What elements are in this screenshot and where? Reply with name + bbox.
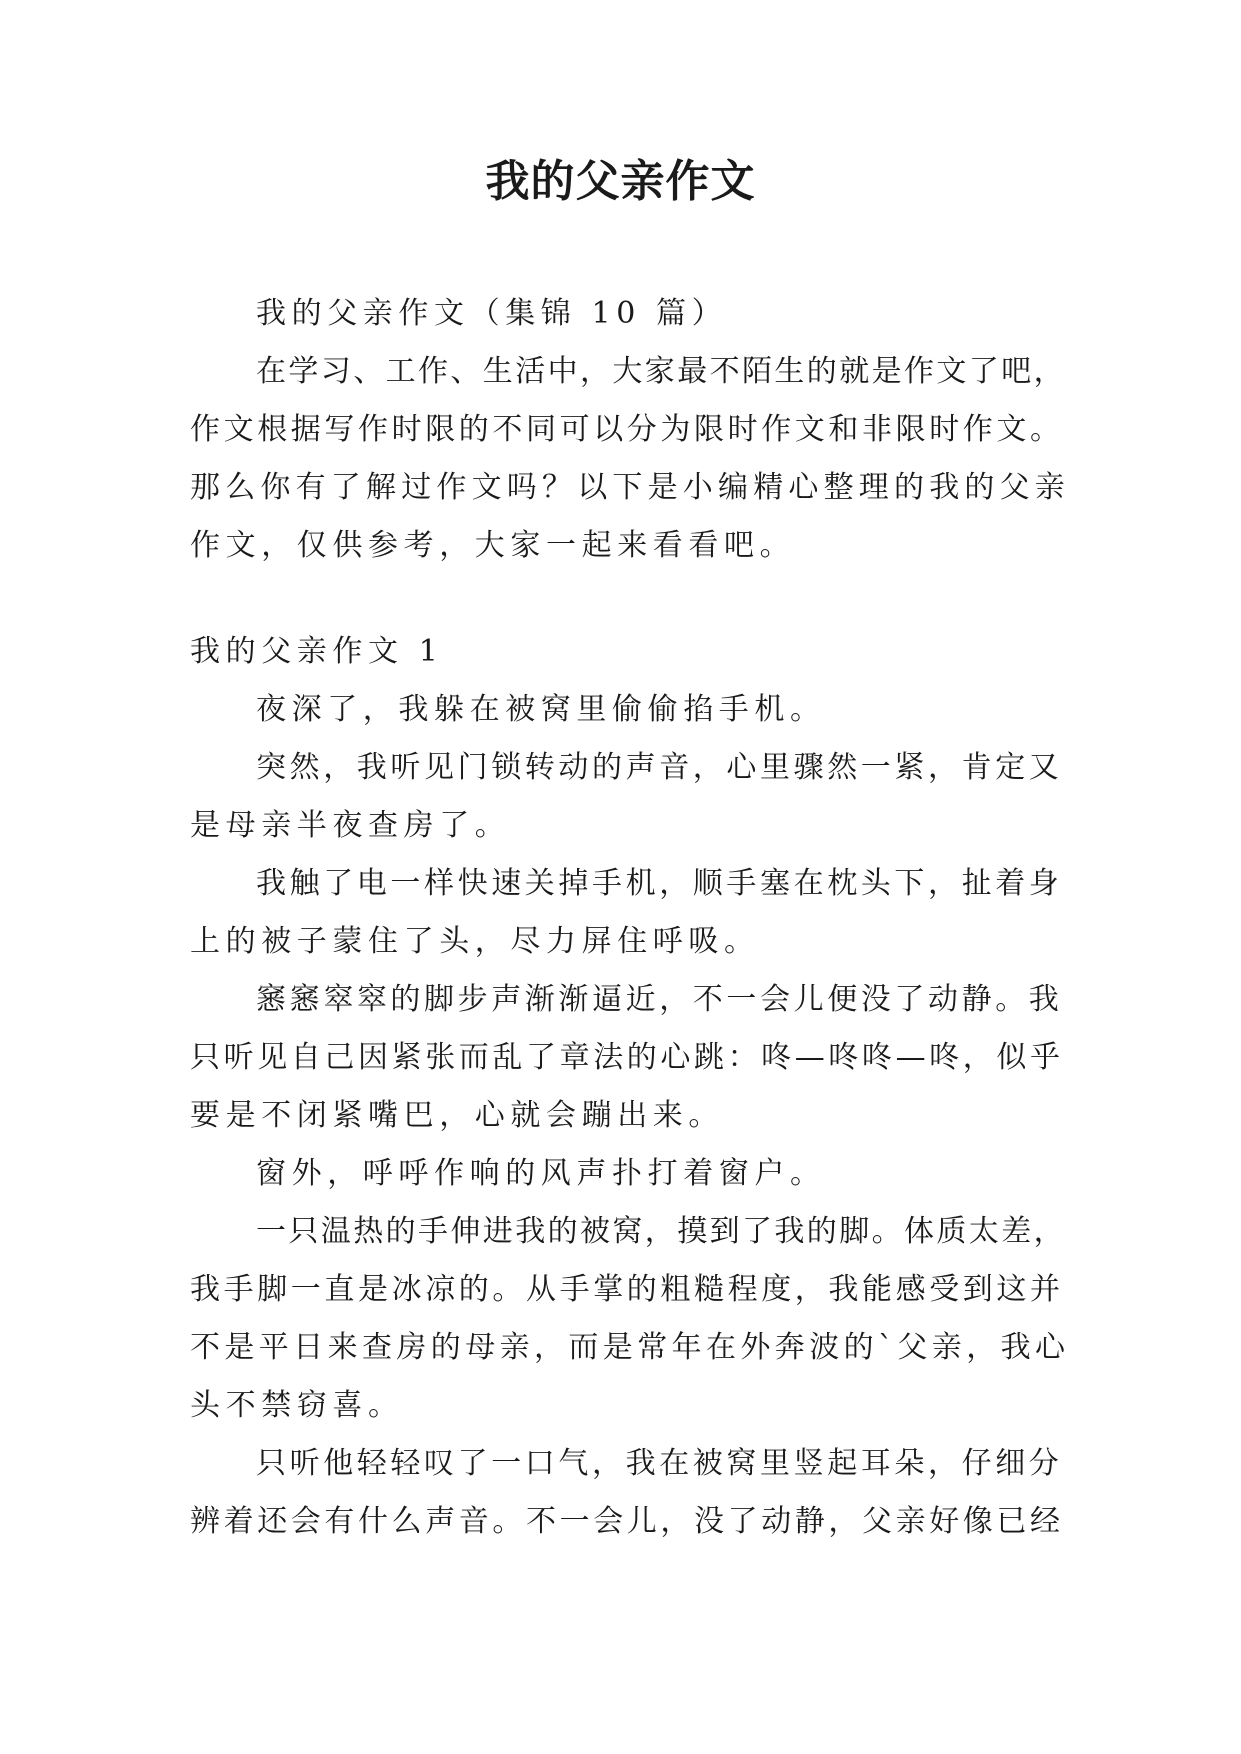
body-line: 夜深了，我躲在被窝里偷偷掐手机。 — [256, 692, 826, 727]
intro-subtitle: 我的父亲作文（集锦 10 篇） — [256, 296, 728, 331]
intro-paragraph-line: 那么你有了解过作文吗？以下是小编精心整理的我的父亲 — [190, 470, 1070, 505]
body-line: 只听他轻轻叹了一口气，我在被窝里竖起耳朵，仔细分 — [256, 1446, 1063, 1481]
section-heading: 我的父亲作文 1 — [190, 634, 444, 669]
body-line: 只听见自己因紧张而乱了章法的心跳：咚—咚咚—咚，似乎 — [190, 1040, 1064, 1075]
intro-paragraph-line: 作文根据写作时限的不同可以分为限时作文和非限时作文。 — [190, 412, 1064, 447]
body-line: 窗外，呼呼作响的风声扑打着窗户。 — [256, 1156, 826, 1191]
document-title: 我的父亲作文 — [485, 156, 756, 207]
body-line: 不是平日来查房的母亲，而是常年在外奔波的`父亲，我心 — [190, 1330, 1070, 1365]
body-line: 要是不闭紧嘴巴，心就会蹦出来。 — [190, 1098, 724, 1133]
body-line: 上的被子蒙住了头，尽力屏住呼吸。 — [190, 924, 760, 959]
body-line: 一只温热的手伸进我的被窝，摸到了我的脚。体质太差， — [256, 1214, 1066, 1249]
body-line: 窸窸窣窣的脚步声渐渐逼近，不一会儿便没了动静。我 — [256, 982, 1063, 1017]
body-line: 我手脚一直是冰凉的。从手掌的粗糙程度，我能感受到这并 — [190, 1272, 1064, 1307]
intro-paragraph-line: 在学习、工作、生活中，大家最不陌生的就是作文了吧， — [256, 354, 1066, 389]
body-line: 辨着还会有什么声音。不一会儿，没了动静，父亲好像已经 — [190, 1504, 1064, 1539]
body-line: 头不禁窃喜。 — [190, 1388, 404, 1423]
intro-paragraph-line: 作文，仅供参考，大家一起来看看吧。 — [190, 528, 796, 563]
body-line: 我触了电一样快速关掉手机，顺手塞在枕头下，扯着身 — [256, 866, 1063, 901]
body-line: 是母亲半夜查房了。 — [190, 808, 511, 843]
body-line: 突然，我听见门锁转动的声音，心里骤然一紧，肯定又 — [256, 750, 1063, 785]
